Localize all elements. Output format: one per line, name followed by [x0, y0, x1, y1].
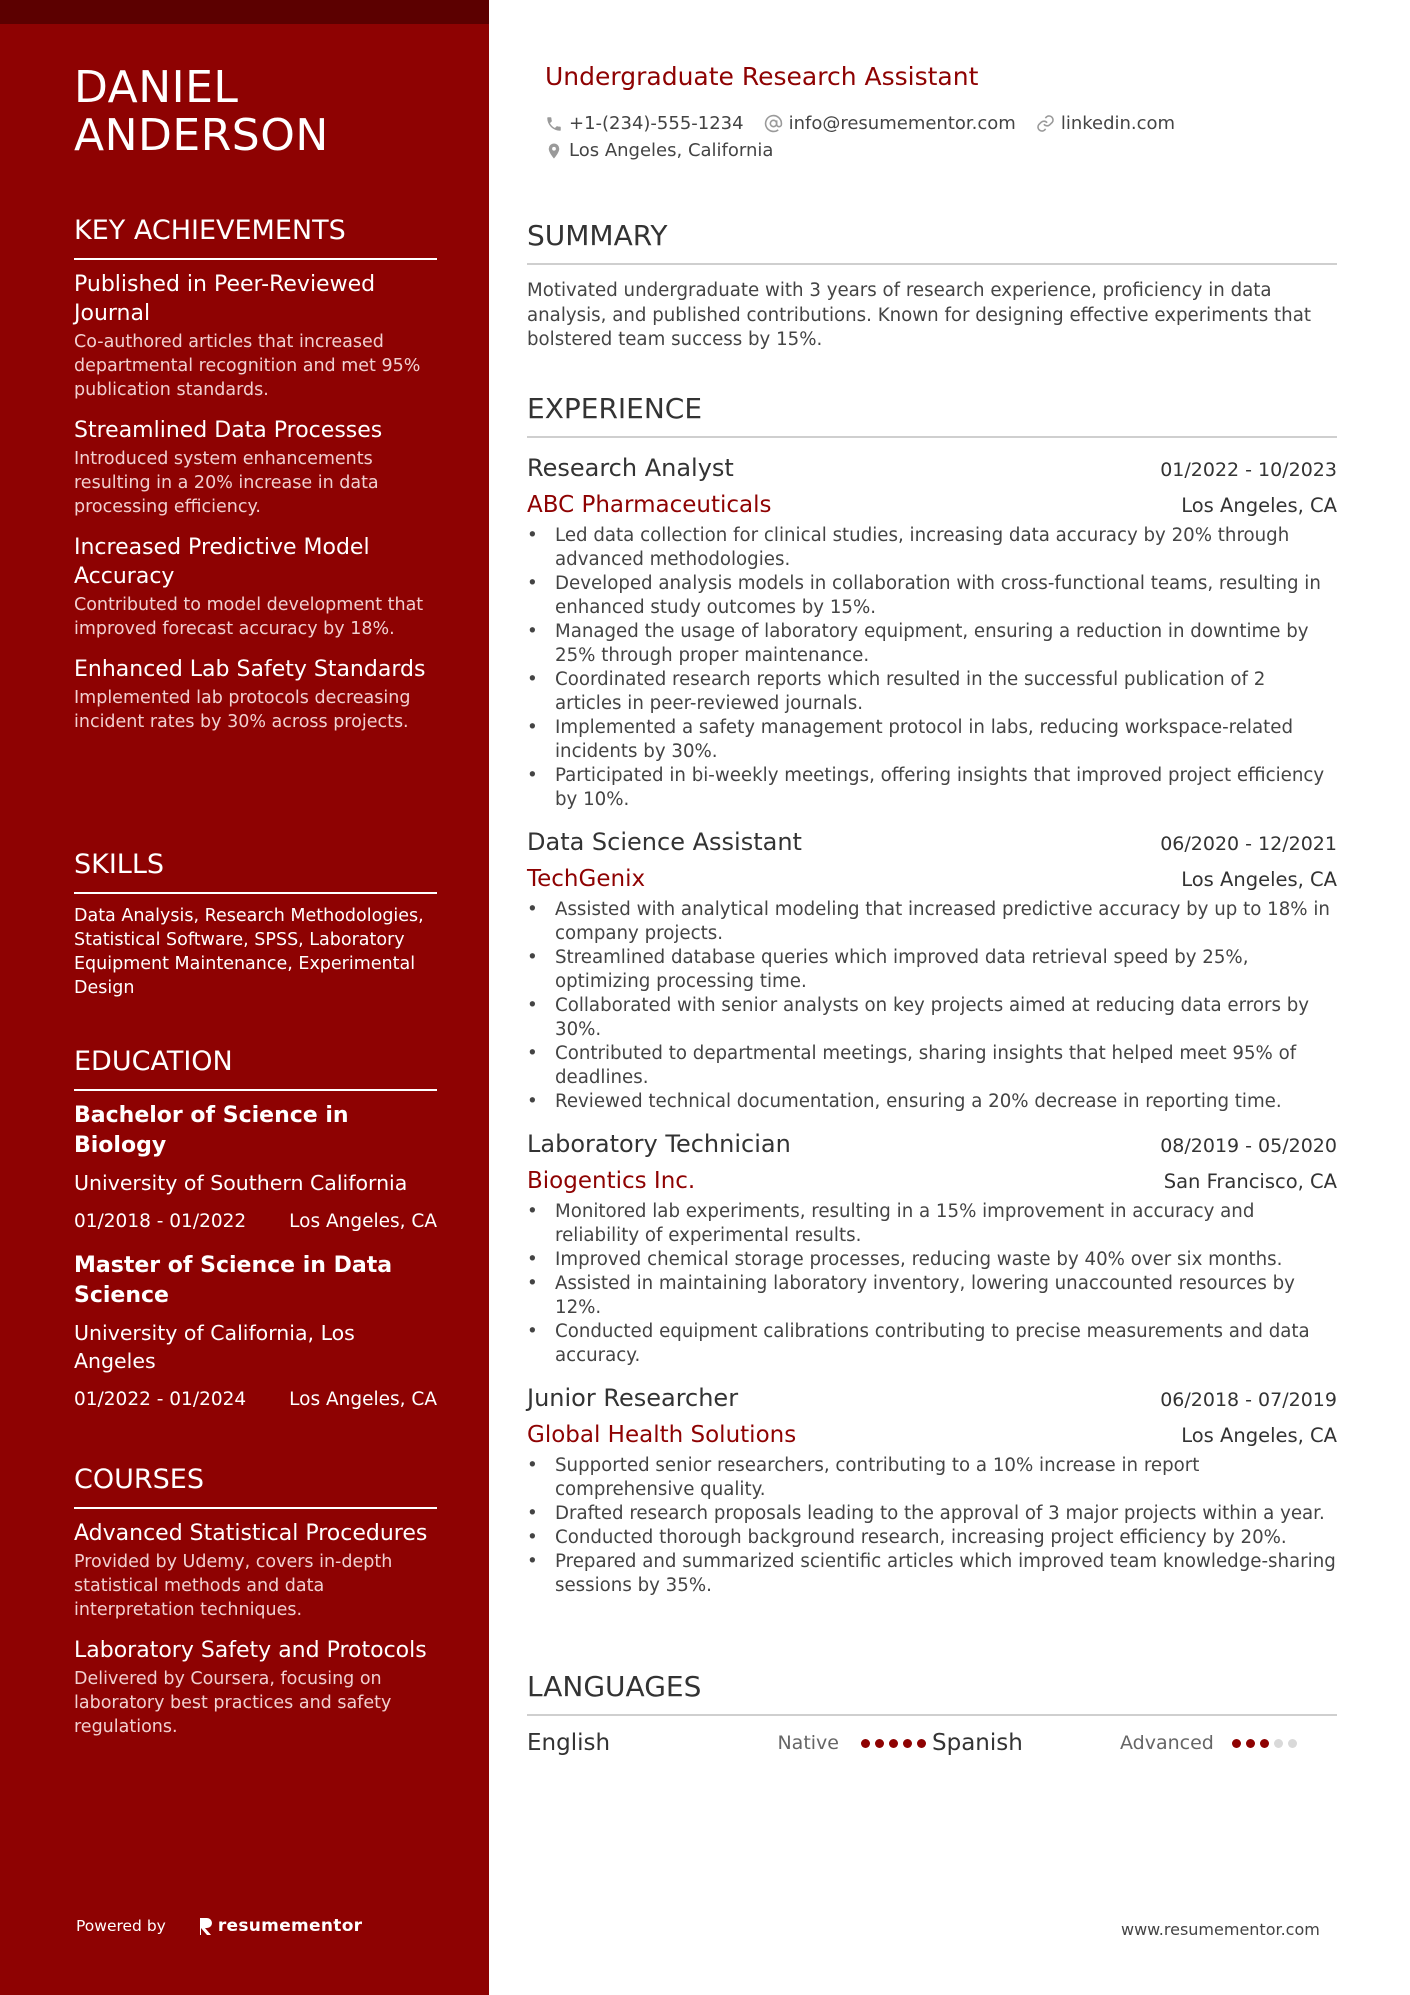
rating-dot-filled — [875, 1739, 884, 1748]
job-bullet: • Participated in bi-weekly meetings, offering insights that improved project efficiency by 10%. — [527, 764, 1337, 812]
experience-heading: EXPERIENCE — [527, 392, 1337, 438]
summary-text: Motivated undergraduate with 3 years of research experience, proficiency in data analysis, and published contributions. Known for designing effective experiments that bolstered team success by 15%. — [527, 280, 1311, 350]
skills-list: Data Analysis, Research Methodologies, Statistical Software, SPSS, Laboratory Equipment Maintenance, Experimental Design — [74, 906, 424, 998]
job-bullet: • Conducted thorough background research, increasing project efficiency by 20%. — [527, 1526, 1337, 1550]
job-company: Biogentics Inc. — [527, 1168, 696, 1194]
job-company: Global Health Solutions — [527, 1422, 797, 1448]
courses-heading: COURSES — [74, 1463, 437, 1509]
job-bullet: • Managed the usage of laboratory equipment, ensuring a reduction in downtime by 25% through proper maintenance. — [527, 620, 1337, 668]
contact-location — [545, 140, 773, 161]
job-bullets — [527, 1454, 1337, 1598]
contact-email[interactable] — [764, 113, 1016, 134]
job-bullets — [527, 524, 1337, 812]
contact-row-2 — [545, 140, 793, 161]
candidate-name — [74, 64, 454, 160]
location-text: Los Angeles, California — [569, 140, 774, 161]
job-bullet: • Streamlined database queries which improved data retrieval speed by 25%, optimizing processing time. — [527, 946, 1337, 994]
powered-by-label: Powered by — [76, 1917, 166, 1935]
brand-logo-link[interactable] — [198, 1916, 363, 1936]
job-company: TechGenix — [527, 866, 646, 892]
education-school: University of California, Los Angeles — [74, 1321, 355, 1373]
contact-row-1 — [545, 113, 1195, 134]
language-rating — [861, 1739, 931, 1748]
job-bullet: • Improved chemical storage processes, reducing waste by 40% over six months. — [527, 1248, 1337, 1272]
course-item — [74, 1636, 437, 1739]
contact-phone[interactable] — [545, 113, 744, 134]
education-section — [74, 1045, 437, 1429]
education-meta — [74, 1387, 437, 1413]
course-title: Laboratory Safety and Protocols — [74, 1638, 427, 1663]
job-bullets — [527, 1200, 1337, 1368]
course-desc: Provided by Udemy, covers in-depth statistical methods and data interpretation techniques. — [74, 1552, 393, 1620]
name-line-2: ANDERSON — [74, 110, 329, 161]
job-bullet: • Collaborated with senior analysts on key projects aimed at reducing data errors by 30%. — [527, 994, 1337, 1042]
job-bullet: • Supported senior researchers, contributing to a 10% increase in report comprehensive quality. — [527, 1454, 1337, 1502]
job-bullet: • Reviewed technical documentation, ensuring a 20% decrease in reporting time. — [527, 1090, 1337, 1114]
job-location: Los Angeles, CA — [1181, 1424, 1337, 1447]
job-bullet: • Conducted equipment calibrations contributing to precise measurements and data accuracy. — [527, 1320, 1337, 1368]
education-heading: EDUCATION — [74, 1045, 437, 1091]
job-dates: 01/2022 - 10/2023 — [1160, 459, 1337, 481]
linkedin-text: linkedin.com — [1060, 113, 1176, 134]
summary-section — [527, 219, 1337, 353]
email-text: info@resumementor.com — [788, 113, 1016, 134]
job-entry — [527, 826, 1337, 1114]
job-bullet: • Assisted in maintaining laboratory inventory, lowering unaccounted resources by 12%. — [527, 1272, 1337, 1320]
job-dates: 08/2019 - 05/2020 — [1160, 1135, 1337, 1157]
sidebar-top-strip — [0, 0, 489, 24]
job-bullets — [527, 898, 1337, 1114]
language-level: Advanced — [1120, 1732, 1214, 1754]
education-school: University of Southern California — [74, 1171, 408, 1195]
education-meta — [74, 1209, 437, 1235]
languages-list — [527, 1730, 1337, 1756]
language-name: Spanish — [932, 1730, 1023, 1756]
achievement-desc: Implemented lab protocols decreasing incident rates by 30% across projects. — [74, 688, 411, 732]
job-role: Research Analyst — [527, 454, 734, 482]
at-sign-icon — [764, 114, 783, 133]
job-role: Data Science Assistant — [527, 828, 802, 856]
footer-website-link[interactable]: www.resumementor.com — [1121, 1920, 1320, 1939]
job-entry — [527, 452, 1337, 812]
skills-section — [74, 848, 437, 1000]
language-level: Native — [777, 1732, 839, 1754]
name-line-1: DANIEL — [74, 62, 239, 113]
location-pin-icon — [545, 141, 563, 161]
education-degree: Bachelor of Science in Biology — [74, 1103, 349, 1158]
achievement-desc: Contributed to model development that improved forecast accuracy by 18%. — [74, 595, 424, 639]
contact-linkedin[interactable] — [1036, 113, 1175, 134]
achievement-title: Increased Predictive Model Accuracy — [74, 535, 370, 589]
link-icon — [1036, 114, 1055, 133]
course-title: Advanced Statistical Procedures — [74, 1521, 428, 1546]
rating-dot-empty — [1288, 1739, 1297, 1748]
job-location: Los Angeles, CA — [1181, 494, 1337, 517]
achievement-title: Streamlined Data Processes — [74, 418, 383, 443]
languages-section — [527, 1670, 1337, 1756]
job-location: Los Angeles, CA — [1181, 868, 1337, 891]
education-item — [74, 1101, 437, 1235]
phone-text: +1-(234)-555-1234 — [569, 113, 744, 134]
job-bullet: • Prepared and summarized scientific articles which improved team knowledge-sharing sessions by 35%. — [527, 1550, 1337, 1598]
job-bullet: • Implemented a safety management protocol in labs, reducing workspace-related incidents by 30%. — [527, 716, 1337, 764]
education-item — [74, 1251, 437, 1413]
job-entry — [527, 1382, 1337, 1598]
courses-section — [74, 1463, 437, 1753]
summary-heading: SUMMARY — [527, 219, 1337, 265]
languages-heading: LANGUAGES — [527, 1670, 1337, 1716]
job-entry — [527, 1128, 1337, 1368]
resumementor-logo-icon — [198, 1916, 214, 1936]
achievement-title: Published in Peer-Reviewed Journal — [74, 272, 376, 326]
job-dates: 06/2018 - 07/2019 — [1160, 1389, 1337, 1411]
language-item — [527, 1730, 932, 1756]
job-dates: 06/2020 - 12/2021 — [1160, 833, 1337, 855]
language-name: English — [527, 1730, 611, 1756]
job-bullet: • Monitored lab experiments, resulting in a 15% improvement in accuracy and reliability of experimental results. — [527, 1200, 1337, 1248]
powered-by — [76, 1916, 362, 1936]
rating-dot-filled — [903, 1739, 912, 1748]
job-company: ABC Pharmaceuticals — [527, 492, 772, 518]
rating-dot-filled — [861, 1739, 870, 1748]
education-location: Los Angeles, CA — [289, 1389, 437, 1410]
achievement-title: Enhanced Lab Safety Standards — [74, 657, 426, 682]
rating-dot-filled — [889, 1739, 898, 1748]
job-location: San Francisco, CA — [1163, 1170, 1337, 1193]
achievement-item — [74, 416, 437, 519]
achievement-desc: Introduced system enhancements resulting in a 20% increase in data processing efficiency. — [74, 449, 379, 517]
education-dates: 01/2018 - 01/2022 — [74, 1211, 247, 1232]
rating-dot-empty — [1274, 1739, 1283, 1748]
education-degree: Master of Science in Data Science — [74, 1253, 393, 1308]
language-item — [932, 1730, 1337, 1756]
rating-dot-filled — [1232, 1739, 1241, 1748]
skills-heading: SKILLS — [74, 848, 437, 894]
job-bullet: • Led data collection for clinical studies, increasing data accuracy by 20% through advanced methodologies. — [527, 524, 1337, 572]
course-desc: Delivered by Coursera, focusing on laboratory best practices and safety regulations. — [74, 1669, 392, 1737]
job-bullet: • Developed analysis models in collaboration with cross-functional teams, resulting in enhanced study outcomes by 15%. — [527, 572, 1337, 620]
job-bullet: • Drafted research proposals leading to the approval of 3 major projects within a year. — [527, 1502, 1337, 1526]
job-role: Junior Researcher — [527, 1384, 739, 1412]
achievements-heading: KEY ACHIEVEMENTS — [74, 214, 437, 260]
experience-section — [527, 392, 1337, 1612]
rating-dot-filled — [1246, 1739, 1255, 1748]
job-title: Undergraduate Research Assistant — [545, 62, 979, 91]
job-bullet: • Contributed to departmental meetings, sharing insights that helped meet 95% of deadlines. — [527, 1042, 1337, 1090]
achievement-item — [74, 270, 437, 402]
language-rating — [1232, 1739, 1302, 1748]
achievements-section — [74, 214, 437, 748]
job-bullet: • Assisted with analytical modeling that increased predictive accuracy by up to 18% in company projects. — [527, 898, 1337, 946]
job-bullet: • Coordinated research reports which resulted in the successful publication of 2 articles in peer-reviewed journals. — [527, 668, 1337, 716]
achievement-item — [74, 533, 437, 641]
education-location: Los Angeles, CA — [289, 1211, 437, 1232]
course-item — [74, 1519, 437, 1622]
rating-dot-filled — [917, 1739, 926, 1748]
education-dates: 01/2022 - 01/2024 — [74, 1389, 247, 1410]
achievement-item — [74, 655, 437, 734]
phone-icon — [545, 115, 563, 133]
rating-dot-filled — [1260, 1739, 1269, 1748]
job-role: Laboratory Technician — [527, 1130, 791, 1158]
brand-name: resumementor — [217, 1916, 363, 1936]
sidebar — [0, 0, 489, 1995]
achievement-desc: Co-authored articles that increased departmental recognition and met 95% publication standards. — [74, 332, 421, 400]
